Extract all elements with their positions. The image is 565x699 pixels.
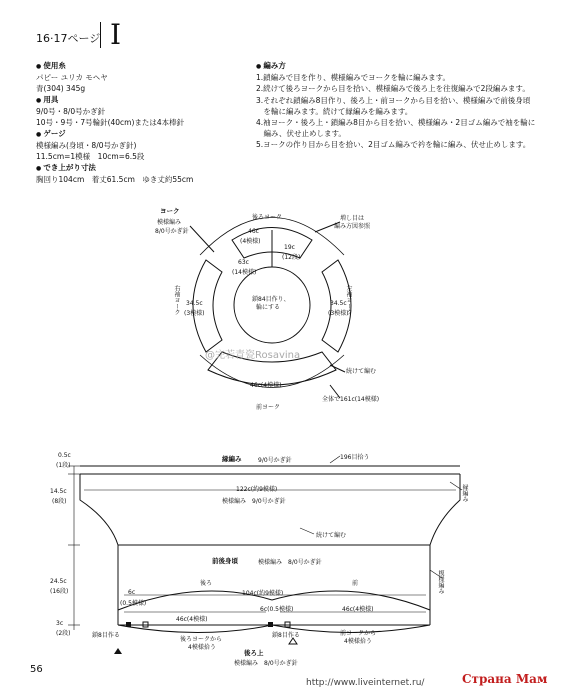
mid-6c: 6c(0.5模様) xyxy=(260,606,294,613)
pickup-pointer xyxy=(330,456,340,463)
method-step: 4.袖ヨーク・後ろ上・鎖編み8目から目を拾い、模様編み・2目ゴム編みで袖を輪に xyxy=(256,118,536,128)
method-step: 5.ヨークの作り目から目を拾い、2目ゴム編みで衿を輪に編み、伏せ止めします。 xyxy=(256,140,531,150)
from-front-note: 前ヨークから xyxy=(340,630,377,637)
mid-width: 104c(約9模様) xyxy=(242,590,284,597)
total-note: 全体で161c(14模様) xyxy=(322,396,380,403)
from-front-note: 4模様拾う xyxy=(344,638,372,645)
center-note: 鎖84目作り、 xyxy=(252,296,290,303)
yoke-pattern-line: 模様編み 9/0号かぎ針 xyxy=(222,498,286,505)
chain-note-right: 鎖8目作る xyxy=(272,632,300,639)
back-yoke-label: 後ろヨーク xyxy=(252,214,283,221)
image-watermark: @完若青瓷Rosavina xyxy=(205,350,301,361)
gauge-line: 模様編み(身頃・8/0号かぎ針) xyxy=(36,141,137,150)
continue-note: 続けて編む xyxy=(346,368,377,375)
top-width: 122c(約9模様) xyxy=(236,486,278,493)
back-top-sub: 模様編み 8/0号かぎ針 xyxy=(234,660,298,667)
method-step: 2.続けて後ろヨークから目を拾い、模様編みで後ろ上を往復編みで2段編みます。 xyxy=(256,84,530,94)
page-number: 56 xyxy=(30,664,43,675)
pattern-letter: I xyxy=(110,18,122,51)
side-pattern-label: 模様編み xyxy=(437,570,444,594)
left-side-width: 34.5c xyxy=(186,300,203,307)
left-46: 46c(4模様) xyxy=(176,616,208,623)
top-band-rows: (1段) xyxy=(56,462,71,469)
size-line: 胸回り104cm 着丈61.5cm ゆき丈約55cm xyxy=(36,175,194,184)
right-side-width: 34.5c xyxy=(330,300,347,307)
method-step: 編み、伏せ止めします。 xyxy=(256,129,346,139)
front-label: 前 xyxy=(352,580,359,587)
back-bottom-arc xyxy=(118,625,272,633)
left-6c-rows: (0.5模様) xyxy=(120,600,147,607)
continue-pointer-body xyxy=(300,528,314,534)
back-label: 後ろ xyxy=(200,580,213,587)
left-6c: 6c xyxy=(128,589,136,596)
left-sleeve-label: 右袖ヨーク xyxy=(173,285,180,315)
size-heading: ● でき上がり寸法 xyxy=(36,162,193,174)
method-heading: ● 編み方 xyxy=(256,60,535,72)
body-sub: 模様編み 8/0号かぎ針 xyxy=(258,559,322,566)
yoke-title-pointer xyxy=(190,226,214,252)
yarn-line: パピー ユリカ モヘヤ xyxy=(36,73,108,82)
yoke-title: ヨーク xyxy=(160,207,180,215)
back-top-title: 後ろ上 xyxy=(244,649,264,657)
marker-square xyxy=(126,622,131,627)
top-band-height: 0.5c xyxy=(58,452,71,459)
right-side-rows: (3模様) xyxy=(328,310,349,317)
yoke-sub-hook: 8/0号かぎ針 xyxy=(155,228,189,235)
marker-square xyxy=(268,622,273,627)
site-logo: Страна Мам xyxy=(462,672,548,686)
circumference-rows: (14模様) xyxy=(232,269,257,276)
method-step: を輪に編みます。続けて縁編みを編みます。 xyxy=(256,106,413,116)
bottom-height-rows: (2段) xyxy=(56,630,71,637)
center-note: 輪にする xyxy=(256,304,281,311)
source-url: http://www.liveinternet.ru/ xyxy=(306,678,425,688)
yarn-line: 青(304) 345g xyxy=(36,84,86,93)
yoke-height-rows: (8段) xyxy=(52,498,67,505)
continue-body-note: 続けて編む xyxy=(316,532,347,539)
body-height-rows: (16段) xyxy=(50,588,69,595)
right-sleeve-label: 左袖ヨーク xyxy=(345,285,352,315)
inner-rows: (12段) xyxy=(282,254,301,261)
method-step: 3.それぞれ鎖編み8目作り、後ろ上・前ヨークから目を拾い、模様編みで前後身頃 xyxy=(256,95,531,105)
bottom-width: 46c(4模様) xyxy=(250,382,282,389)
yarn-heading: ● 使用糸 xyxy=(36,60,193,72)
circumference: 63c xyxy=(238,259,249,266)
gauge-heading: ● ゲージ xyxy=(36,128,193,140)
body-height: 24.5c xyxy=(50,578,67,585)
yoke-height: 14.5c xyxy=(50,488,67,495)
method-step: 1.鎖編みで目を作り、模様編みでヨークを輪に編みます。 xyxy=(256,73,451,83)
increase-note: 編み方図参照 xyxy=(334,223,371,230)
bottom-height: 3c xyxy=(56,620,64,627)
front-yoke-label: 前ヨーク xyxy=(256,404,281,411)
tools-heading: ● 用具 xyxy=(36,94,193,106)
chain-note-left: 鎖8目作る xyxy=(92,632,120,639)
tools-line: 10号・9号・7号輪針(40cm)または4本棒針 xyxy=(36,118,185,127)
yoke-sub-pattern: 模様編み xyxy=(157,219,182,226)
marker-triangle xyxy=(114,648,122,654)
top-width: 46c xyxy=(248,228,259,235)
edge-hook: 9/0号かぎ針 xyxy=(258,457,292,464)
right-46: 46c(4模様) xyxy=(342,606,374,613)
edge-title: 縁編み xyxy=(222,455,242,463)
page-reference: 16·17ページ xyxy=(36,32,101,45)
continue-pointer xyxy=(330,365,345,372)
left-side-rows: (3模様) xyxy=(184,310,205,317)
increase-note: 増し目は xyxy=(340,215,365,222)
tools-line: 9/0号・8/0号かぎ針 xyxy=(36,107,106,116)
pickup-note: 196目拾う xyxy=(340,454,370,461)
side-edge-label: 縁編み xyxy=(461,484,468,502)
from-back-note: 4模様拾う xyxy=(188,644,216,651)
top-rows: (4模様) xyxy=(240,238,261,245)
gauge-line: 11.5cm=1模様 10cm=6.5段 xyxy=(36,152,145,161)
from-back-note: 後ろヨークから xyxy=(180,636,223,643)
inner-width: 19c xyxy=(284,244,295,251)
body-title: 前後身頃 xyxy=(212,557,238,565)
